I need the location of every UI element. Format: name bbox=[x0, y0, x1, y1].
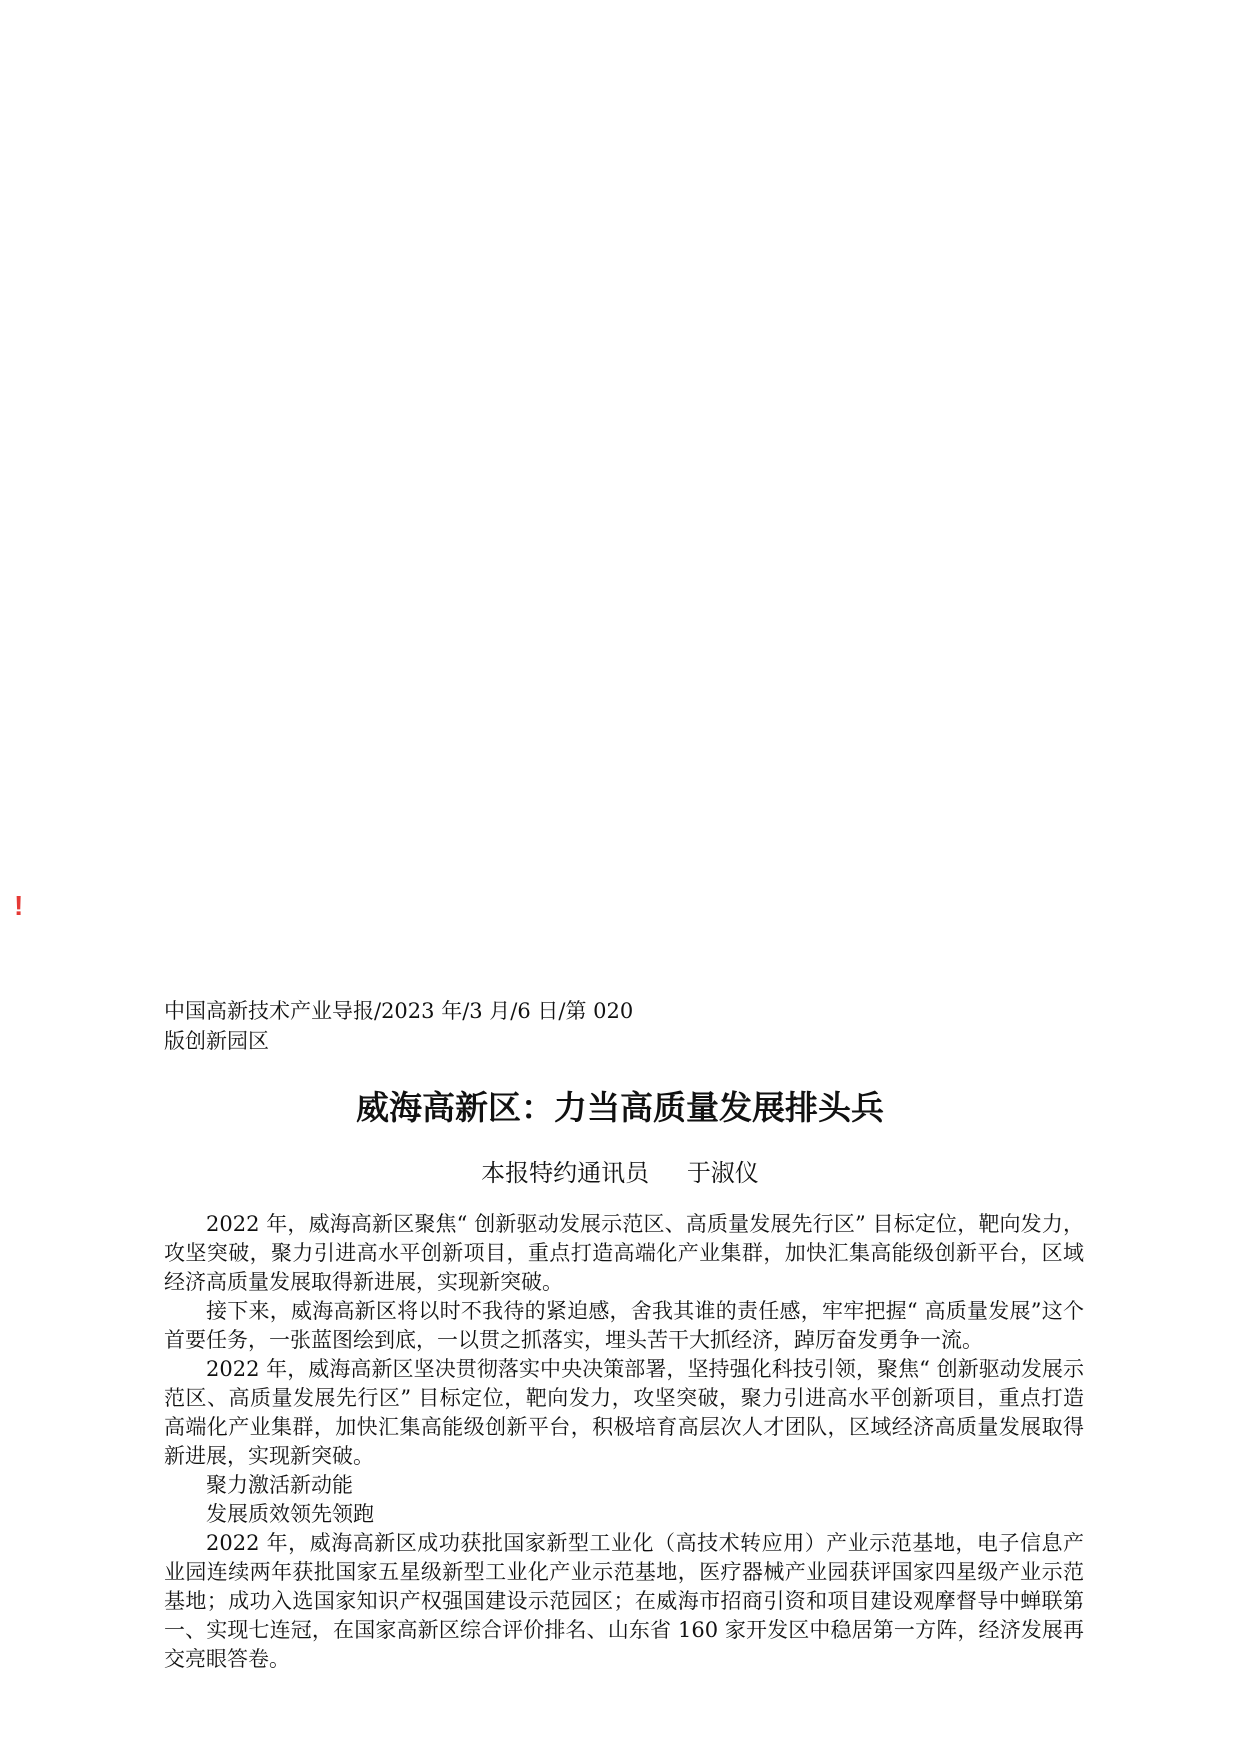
warning-marker: ! bbox=[14, 890, 24, 921]
paragraph: 2022 年，威海高新区聚焦“ 创新驱动发展示范区、高质量发展先行区” 目标定位，靶向发力，攻坚突破，聚力引进高水平创新项目，重点打造高端化产业集群，加快汇集高能级创新平台，区域经济高质量发展取得新进展，实现新突破。 bbox=[164, 1212, 1084, 1294]
source-line bbox=[164, 996, 724, 1056]
section-subheading: 发展质效领先领跑 bbox=[206, 1502, 374, 1526]
paragraph: 2022 年，威海高新区坚决贯彻落实中央决策部署，坚持强化科技引领，聚焦“ 创新驱动发展示范区、高质量发展先行区” 目标定位，靶向发力，攻坚突破，聚力引进高水平创新项目，重点打造高端化产业集群，加快汇集高能级创新平台，积极培育高层次人才团队，区域经济高质量发展取得新进展，实现新突破。 bbox=[164, 1357, 1084, 1468]
byline-role: 本报特约通讯员 bbox=[481, 1159, 650, 1187]
paragraph: 2022 年，威海高新区成功获批国家新型工业化（高技术转应用）产业示范基地，电子信息产业园连续两年获批国家五星级新型工业化产业示范基地，医疗器械产业园获评国家四星级产业示范基地；成功入选国家知识产权强国建设示范园区；在威海市招商引资和项目建设观摩督导中蝉联第一、实现七连冠，在国家高新区综合评价排名、山东省 160 家开发区中稳居第一方阵，经济发展再交亮眼答卷。 bbox=[164, 1531, 1084, 1671]
byline bbox=[0, 1157, 1240, 1189]
section-heading: 聚力激活新动能 bbox=[206, 1473, 353, 1497]
article-headline: 威海高新区：力当高质量发展排头兵 bbox=[356, 1088, 884, 1127]
byline-author: 于淑仪 bbox=[686, 1159, 759, 1187]
paragraph: 接下来，威海高新区将以时不我待的紧迫感，舍我其谁的责任感，牢牢把握“ 高质量发展”这个首要任务，一张蓝图绘到底，一以贯之抓落实，埋头苦干大抓经济，踔厉奋发勇争一流。 bbox=[164, 1299, 1084, 1352]
article-body bbox=[164, 1210, 1084, 1674]
source-line-1: 中国高新技术产业导报/2023 年/3 月/6 日/第 020 bbox=[164, 999, 634, 1023]
source-line-2: 版创新园区 bbox=[164, 1029, 269, 1053]
